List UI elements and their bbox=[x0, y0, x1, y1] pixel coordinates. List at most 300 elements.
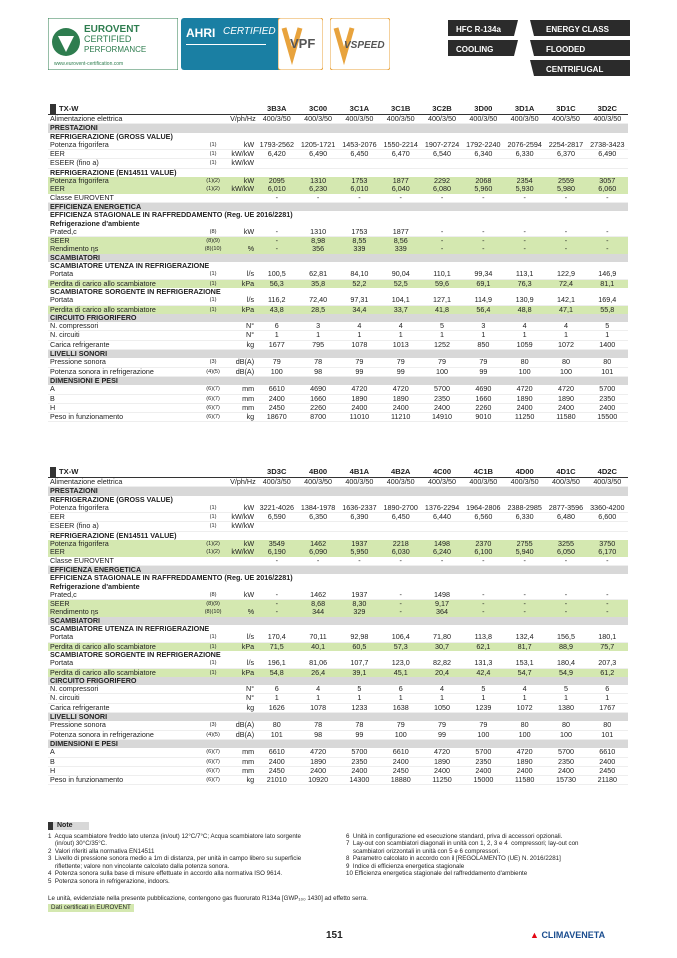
table-row bbox=[48, 322, 628, 331]
cell-value: 6,240 bbox=[421, 548, 462, 556]
table-row bbox=[48, 296, 628, 305]
cell-value: 2354 bbox=[504, 177, 545, 185]
cell-value: 329 bbox=[339, 608, 380, 616]
cell-value: 4 bbox=[545, 322, 586, 331]
note-line: 1 Acqua scambiatore freddo lato utenza (in/out) 12°C/7°C; Acqua scambiatore lato sorgente bbox=[48, 832, 301, 840]
row-unit bbox=[228, 194, 256, 203]
subsection-row bbox=[48, 168, 628, 177]
row-note bbox=[198, 685, 228, 694]
cell-value: 1078 bbox=[339, 340, 380, 349]
cell-value: 400/3/50 bbox=[339, 478, 380, 487]
cell-value: 1767 bbox=[587, 703, 628, 712]
cell-value: 47,1 bbox=[545, 305, 586, 314]
cell-value: 1660 bbox=[463, 394, 504, 403]
cell-value: 1233 bbox=[339, 703, 380, 712]
notes-right bbox=[346, 833, 628, 878]
cell-value bbox=[297, 522, 338, 531]
cell-value: 79 bbox=[421, 721, 462, 730]
cell-value: 1 bbox=[256, 694, 297, 703]
row-unit: kW bbox=[228, 228, 256, 237]
cell-value: 1 bbox=[504, 331, 545, 340]
cell-value: 2350 bbox=[463, 757, 504, 766]
row-note: (6)(7) bbox=[198, 413, 228, 422]
cell-value: - bbox=[297, 194, 338, 203]
cell-value: 88,9 bbox=[545, 642, 586, 651]
cell-value: 1 bbox=[463, 331, 504, 340]
model-header: 3D1C bbox=[545, 104, 586, 115]
row-note bbox=[198, 694, 228, 703]
cell-value: 107,7 bbox=[339, 659, 380, 668]
row-label: H bbox=[48, 403, 198, 412]
table-row bbox=[48, 766, 628, 775]
cell-value: 8,55 bbox=[339, 237, 380, 246]
cell-value: 2400 bbox=[339, 766, 380, 775]
cell-value: 2350 bbox=[545, 757, 586, 766]
cell-value: 4720 bbox=[421, 748, 462, 757]
cell-value: 364 bbox=[421, 608, 462, 616]
cell-value: 79 bbox=[380, 358, 421, 367]
row-note bbox=[198, 703, 228, 712]
row-note: (3) bbox=[198, 358, 228, 367]
cell-value: 80 bbox=[504, 358, 545, 367]
cell-value: 6,090 bbox=[297, 548, 338, 556]
cell-value: 4 bbox=[380, 322, 421, 331]
cell-value: 98 bbox=[297, 367, 338, 376]
row-label: Carica refrigerante bbox=[48, 703, 198, 712]
cell-value: 1793-2562 bbox=[256, 141, 297, 150]
cell-value: 400/3/50 bbox=[297, 115, 338, 124]
cell-value: 114,9 bbox=[463, 296, 504, 305]
cell-value: 1890 bbox=[504, 394, 545, 403]
row-label: Peso in funzionamento bbox=[48, 776, 198, 785]
cell-value: 6,490 bbox=[587, 150, 628, 159]
cell-value: 99 bbox=[421, 730, 462, 739]
cell-value: 1937 bbox=[339, 591, 380, 600]
section-row bbox=[48, 739, 628, 748]
row-label: B bbox=[48, 757, 198, 766]
row-label: Refrigerazione d'ambiente bbox=[50, 219, 140, 228]
table-row bbox=[48, 478, 628, 487]
cell-value: 1252 bbox=[421, 340, 462, 349]
row-unit: mm bbox=[228, 757, 256, 766]
cell-value bbox=[463, 522, 504, 531]
cell-value bbox=[297, 159, 338, 168]
cell-value: 43,8 bbox=[256, 305, 297, 314]
cell-value: 78 bbox=[297, 721, 338, 730]
cell-value: 1 bbox=[463, 694, 504, 703]
svg-text:ENERGY CLASS: ENERGY CLASS bbox=[546, 25, 609, 34]
note-line: 3 Livello di pressione sonora medio a 1m di distanza, per unità in campo libero su superficie bbox=[48, 855, 302, 862]
cell-value: 101 bbox=[587, 730, 628, 739]
row-label: SCAMBIATORE SORGENTE IN REFRIGERAZIONE bbox=[50, 650, 221, 659]
cell-value: 1890 bbox=[504, 757, 545, 766]
row-unit: kW/kW bbox=[228, 513, 256, 522]
cell-value: 6,390 bbox=[339, 513, 380, 522]
subsection-row bbox=[48, 625, 628, 633]
row-note bbox=[198, 557, 228, 566]
table-row bbox=[48, 115, 628, 124]
cell-value: 8,98 bbox=[297, 237, 338, 246]
svg-text:CERTIFIED: CERTIFIED bbox=[84, 34, 132, 44]
cell-value: 79 bbox=[339, 358, 380, 367]
cell-value: 6,060 bbox=[587, 185, 628, 193]
cell-value: 70,11 bbox=[297, 633, 338, 642]
cell-value: 4 bbox=[339, 322, 380, 331]
table-row bbox=[48, 591, 628, 600]
cell-value: - bbox=[256, 557, 297, 566]
cell-value: 180,4 bbox=[545, 659, 586, 668]
cell-value: 1 bbox=[297, 694, 338, 703]
cell-value: 400/3/50 bbox=[504, 478, 545, 487]
cell-value: 8,56 bbox=[380, 237, 421, 246]
cell-value: 146,9 bbox=[587, 270, 628, 279]
cell-value: 400/3/50 bbox=[256, 478, 297, 487]
cell-value: 1907-2724 bbox=[421, 141, 462, 150]
cell-value: 2370 bbox=[463, 540, 504, 548]
table-row bbox=[48, 358, 628, 367]
table-row bbox=[48, 557, 628, 566]
cell-value: 80 bbox=[504, 721, 545, 730]
cell-value: 2400 bbox=[256, 757, 297, 766]
model-header: 3C1A bbox=[339, 104, 380, 115]
cell-value: 99,34 bbox=[463, 270, 504, 279]
cell-value: 6,540 bbox=[421, 150, 462, 159]
row-label: Alimentazione elettrica bbox=[48, 115, 198, 124]
table-title: TX-W bbox=[48, 467, 198, 478]
cell-value: 130,9 bbox=[504, 296, 545, 305]
row-label: EER bbox=[48, 548, 198, 556]
row-note: (1) bbox=[198, 659, 228, 668]
cell-value: 1890 bbox=[297, 757, 338, 766]
cell-value: 40,1 bbox=[297, 642, 338, 651]
row-unit: l/s bbox=[228, 270, 256, 279]
table-row bbox=[48, 141, 628, 150]
cell-value: - bbox=[587, 245, 628, 253]
row-unit bbox=[228, 237, 256, 246]
section-row bbox=[48, 254, 628, 262]
cell-value: 131,3 bbox=[463, 659, 504, 668]
note-line: riflettente; valore non vincolante calcolato dalla potenza sonora. bbox=[48, 862, 230, 870]
cell-value: 104,1 bbox=[380, 296, 421, 305]
cell-value: 142,1 bbox=[545, 296, 586, 305]
cell-value: - bbox=[545, 557, 586, 566]
cell-value: 2755 bbox=[504, 540, 545, 548]
cell-value: 81,7 bbox=[504, 642, 545, 651]
row-label: EFFICIENZA STAGIONALE IN RAFFREDDAMENTO (Reg. UE 2016/2281) bbox=[50, 574, 293, 583]
cell-value: 850 bbox=[463, 340, 504, 349]
subsection-row bbox=[48, 220, 628, 228]
cell-value: 6,050 bbox=[545, 548, 586, 556]
cell-value: 1677 bbox=[256, 340, 297, 349]
table-row bbox=[48, 685, 628, 694]
svg-text:COOLING: COOLING bbox=[456, 45, 494, 54]
cell-value bbox=[545, 159, 586, 168]
cell-value: 9,17 bbox=[421, 600, 462, 609]
table-row bbox=[48, 757, 628, 766]
cell-value bbox=[380, 522, 421, 531]
row-label: A bbox=[48, 385, 198, 394]
cell-value: - bbox=[587, 228, 628, 237]
cell-value: 400/3/50 bbox=[380, 478, 421, 487]
row-unit: l/s bbox=[228, 296, 256, 305]
row-unit: % bbox=[228, 608, 256, 616]
table-row bbox=[48, 194, 628, 203]
model-header: 4D00 bbox=[504, 467, 545, 478]
row-note: (1) bbox=[198, 279, 228, 288]
cell-value: 180,1 bbox=[587, 633, 628, 642]
row-unit: l/s bbox=[228, 633, 256, 642]
cell-value: - bbox=[380, 591, 421, 600]
cell-value: 6,590 bbox=[256, 513, 297, 522]
cell-value: 79 bbox=[463, 721, 504, 730]
row-note bbox=[198, 340, 228, 349]
cell-value: 1877 bbox=[380, 228, 421, 237]
row-label: N. circuiti bbox=[48, 694, 198, 703]
table-row bbox=[48, 177, 628, 185]
row-note bbox=[198, 478, 228, 487]
cell-value: 4720 bbox=[545, 385, 586, 394]
subsection-row bbox=[48, 531, 628, 540]
cell-value: 1 bbox=[339, 694, 380, 703]
cell-value: 90,04 bbox=[380, 270, 421, 279]
cell-value: 400/3/50 bbox=[504, 115, 545, 124]
cell-value: 2350 bbox=[587, 394, 628, 403]
cell-value: 59,6 bbox=[421, 279, 462, 288]
cell-value: 81,1 bbox=[587, 279, 628, 288]
row-label: Potenza frigorifera bbox=[48, 540, 198, 548]
cell-value: 99 bbox=[339, 730, 380, 739]
cell-value: - bbox=[545, 608, 586, 616]
cell-value: 1 bbox=[380, 694, 421, 703]
cell-value: 30,7 bbox=[421, 642, 462, 651]
table-row bbox=[48, 331, 628, 340]
svg-text:EUROVENT: EUROVENT bbox=[84, 24, 140, 35]
cell-value: 1239 bbox=[463, 703, 504, 712]
cell-value: 169,4 bbox=[587, 296, 628, 305]
row-note bbox=[198, 115, 228, 124]
row-note: (6)(7) bbox=[198, 757, 228, 766]
cell-value: 6,040 bbox=[380, 185, 421, 193]
row-label: SCAMBIATORE SORGENTE IN REFRIGERAZIONE bbox=[50, 287, 221, 296]
row-label: Rendimento ηs bbox=[48, 245, 198, 253]
section-row bbox=[48, 350, 628, 359]
svg-text:PERFORMANCE: PERFORMANCE bbox=[84, 45, 147, 54]
row-note: (1)(2) bbox=[198, 548, 228, 556]
row-note: (6)(7) bbox=[198, 766, 228, 775]
row-label: PRESTAZIONI bbox=[48, 487, 628, 496]
cell-value: 1498 bbox=[421, 540, 462, 548]
table-row bbox=[48, 600, 628, 609]
cell-value: 3750 bbox=[587, 540, 628, 548]
cell-value: - bbox=[256, 600, 297, 609]
cell-value: - bbox=[421, 194, 462, 203]
cell-value: 5 bbox=[545, 685, 586, 694]
row-label: REFRIGERAZIONE (GROSS VALUE) bbox=[50, 495, 173, 504]
cell-value: 6 bbox=[256, 322, 297, 331]
cell-value: 34,4 bbox=[339, 305, 380, 314]
cell-value: 2450 bbox=[587, 766, 628, 775]
cell-value: - bbox=[256, 237, 297, 246]
model-header: 4B00 bbox=[297, 467, 338, 478]
certified-note: Dati certificati in EUROVENT bbox=[48, 904, 134, 912]
row-note: (1) bbox=[198, 305, 228, 314]
spec-table-2 bbox=[48, 467, 628, 785]
row-unit: kg bbox=[228, 340, 256, 349]
row-note: (6)(7) bbox=[198, 748, 228, 757]
cell-value: 11250 bbox=[421, 776, 462, 785]
cell-value: 100,5 bbox=[256, 270, 297, 279]
cell-value: 99 bbox=[463, 367, 504, 376]
cell-value: 1890 bbox=[380, 394, 421, 403]
cell-value: 5700 bbox=[545, 748, 586, 757]
cell-value: - bbox=[587, 557, 628, 566]
cell-value: - bbox=[463, 228, 504, 237]
cell-value: 79 bbox=[380, 721, 421, 730]
cell-value: 1 bbox=[587, 694, 628, 703]
table-header-row bbox=[48, 467, 628, 478]
cell-value: 2400 bbox=[421, 403, 462, 412]
table-row bbox=[48, 659, 628, 668]
cell-value: 1380 bbox=[545, 703, 586, 712]
svg-text:HFC R-134a: HFC R-134a bbox=[456, 25, 501, 34]
cell-value: 2350 bbox=[339, 757, 380, 766]
cell-value: 6,030 bbox=[380, 548, 421, 556]
cell-value: 400/3/50 bbox=[545, 115, 586, 124]
row-label: SCAMBIATORE UTENZA IN REFRIGERAZIONE bbox=[50, 625, 210, 634]
row-label: Perdita di carico allo scambiatore bbox=[48, 642, 198, 651]
row-note: (1)(2) bbox=[198, 177, 228, 185]
cell-value: 1072 bbox=[504, 703, 545, 712]
table-row bbox=[48, 540, 628, 548]
cell-value: 156,5 bbox=[545, 633, 586, 642]
cell-value: 170,4 bbox=[256, 633, 297, 642]
cell-value bbox=[421, 522, 462, 531]
cell-value: 5 bbox=[587, 322, 628, 331]
cell-value: 1890-2700 bbox=[380, 504, 421, 513]
cell-value: - bbox=[463, 600, 504, 609]
note-line: 2 Valori riferiti alla normativa EN14511 bbox=[48, 847, 155, 855]
row-note: (8)(9) bbox=[198, 600, 228, 609]
row-unit: kW/kW bbox=[228, 522, 256, 531]
cell-value: 80 bbox=[545, 358, 586, 367]
cell-value: 1013 bbox=[380, 340, 421, 349]
cell-value: 3 bbox=[463, 322, 504, 331]
cell-value: 11010 bbox=[339, 413, 380, 422]
cell-value: 1550-2214 bbox=[380, 141, 421, 150]
cell-value: - bbox=[421, 245, 462, 253]
cell-value: 5,960 bbox=[463, 185, 504, 193]
cell-value: 54,7 bbox=[504, 668, 545, 677]
cell-value: 123,0 bbox=[380, 659, 421, 668]
table-row bbox=[48, 270, 628, 279]
section-row bbox=[48, 713, 628, 722]
table-row bbox=[48, 228, 628, 237]
model-header: 3D2C bbox=[587, 104, 628, 115]
cell-value: 11210 bbox=[380, 413, 421, 422]
cell-value: 48,8 bbox=[504, 305, 545, 314]
cell-value: 6,330 bbox=[504, 513, 545, 522]
row-unit: dB(A) bbox=[228, 358, 256, 367]
row-label: EER bbox=[48, 185, 198, 193]
cell-value: - bbox=[256, 591, 297, 600]
row-unit: kg bbox=[228, 413, 256, 422]
row-label: EFFICIENZA ENERGETICA bbox=[48, 565, 628, 574]
cell-value: 78 bbox=[339, 721, 380, 730]
cell-value: 79 bbox=[256, 358, 297, 367]
row-note: (6)(7) bbox=[198, 403, 228, 412]
cell-value: 79 bbox=[421, 358, 462, 367]
cell-value: 10920 bbox=[297, 776, 338, 785]
cell-value: - bbox=[504, 591, 545, 600]
cell-value: 400/3/50 bbox=[587, 115, 628, 124]
table-row bbox=[48, 776, 628, 785]
cell-value: - bbox=[504, 600, 545, 609]
cell-value: 4 bbox=[504, 685, 545, 694]
cell-value: 339 bbox=[339, 245, 380, 253]
cell-value: 100 bbox=[421, 367, 462, 376]
model-header: 3D3C bbox=[256, 467, 297, 478]
cell-value: 41,8 bbox=[421, 305, 462, 314]
row-unit: kPa bbox=[228, 305, 256, 314]
table-row bbox=[48, 608, 628, 616]
cell-value bbox=[545, 522, 586, 531]
cell-value: 82,82 bbox=[421, 659, 462, 668]
cell-value: 6,170 bbox=[587, 548, 628, 556]
cell-value: 106,4 bbox=[380, 633, 421, 642]
row-unit: kW bbox=[228, 177, 256, 185]
row-label: Potenza sonora in refrigerazione bbox=[48, 730, 198, 739]
cell-value: 3057 bbox=[587, 177, 628, 185]
row-note: (1) bbox=[198, 296, 228, 305]
row-unit: mm bbox=[228, 403, 256, 412]
cell-value: - bbox=[504, 194, 545, 203]
cell-value: 1376-2294 bbox=[421, 504, 462, 513]
row-label: N. circuiti bbox=[48, 331, 198, 340]
cell-value: 1636-2337 bbox=[339, 504, 380, 513]
row-unit bbox=[228, 557, 256, 566]
cell-value: 1050 bbox=[421, 703, 462, 712]
cell-value: 2450 bbox=[380, 766, 421, 775]
row-note: (1) bbox=[198, 642, 228, 651]
section-row bbox=[48, 617, 628, 625]
table-title: TX-W bbox=[48, 104, 198, 115]
section-row bbox=[48, 677, 628, 685]
cell-value: 15730 bbox=[545, 776, 586, 785]
cell-value: 1462 bbox=[297, 540, 338, 548]
cell-value: 1072 bbox=[545, 340, 586, 349]
row-note: (8)(10) bbox=[198, 608, 228, 616]
cell-value: 6,450 bbox=[380, 513, 421, 522]
row-label: EER bbox=[48, 513, 198, 522]
row-label: Alimentazione elettrica bbox=[48, 478, 198, 487]
cell-value: 4690 bbox=[297, 385, 338, 394]
table-header-row bbox=[48, 104, 628, 115]
cell-value: 1 bbox=[587, 331, 628, 340]
cell-value: 6,080 bbox=[421, 185, 462, 193]
row-label: Prated,c bbox=[48, 228, 198, 237]
cell-value: 80 bbox=[587, 721, 628, 730]
cell-value: 6,010 bbox=[256, 185, 297, 193]
cell-value: 4 bbox=[504, 322, 545, 331]
cell-value: 1 bbox=[504, 694, 545, 703]
row-unit: kg bbox=[228, 776, 256, 785]
cell-value: 2400 bbox=[463, 766, 504, 775]
cell-value bbox=[339, 159, 380, 168]
cell-value: - bbox=[587, 237, 628, 246]
cell-value: 110,1 bbox=[421, 270, 462, 279]
cell-value: - bbox=[587, 591, 628, 600]
cell-value: - bbox=[380, 608, 421, 616]
